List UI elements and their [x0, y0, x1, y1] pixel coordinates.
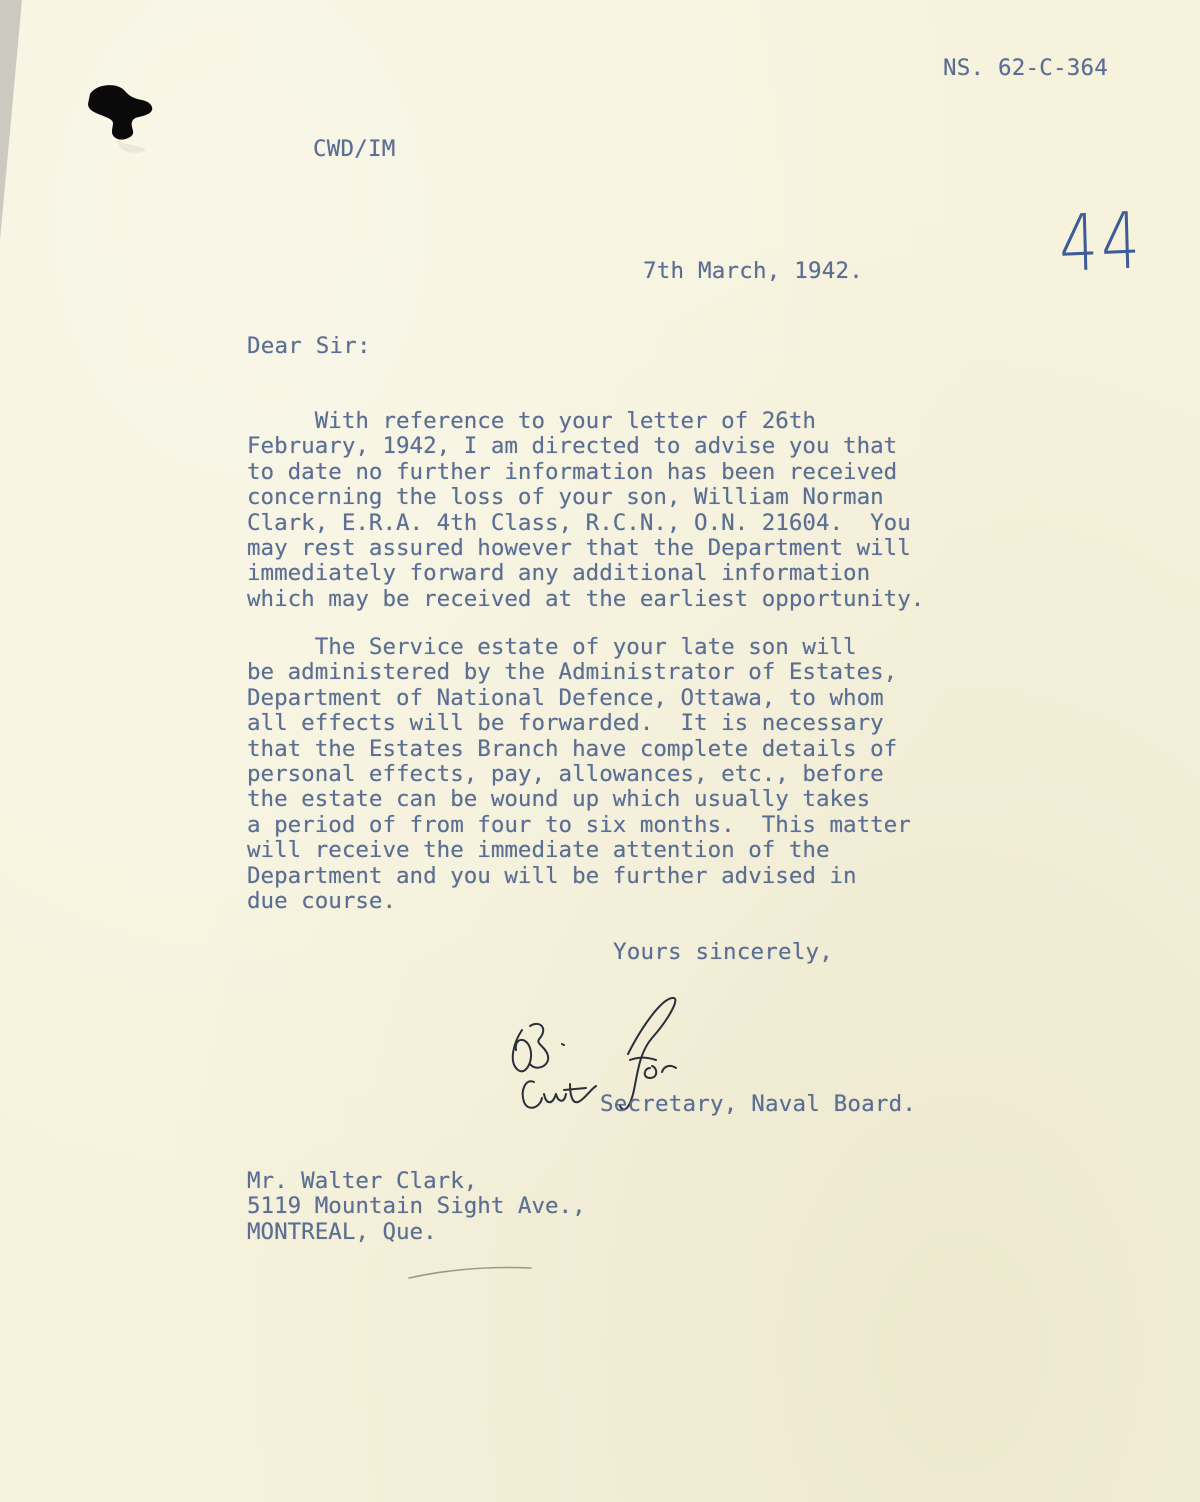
closing: Yours sincerely,: [613, 939, 833, 965]
paragraph-line: will receive the immediate attention of the: [247, 837, 830, 864]
punched-hole-icon: [82, 82, 162, 162]
paragraph-2: [247, 635, 911, 914]
paragraph-line: personal effects, pay, allowances, etc., before: [247, 761, 884, 788]
paragraph-line: Clark, E.R.A. 4th Class, R.C.N., O.N. 21604. You: [247, 509, 911, 536]
paragraph-line: February, 1942, I am directed to advise you that: [247, 433, 898, 460]
paragraph-line: to date no further information has been received: [247, 458, 898, 485]
paragraph-line: be administered by the Administrator of Estates,: [247, 659, 898, 686]
paragraph-line: immediately forward any additional information: [247, 560, 871, 587]
paragraph-1: [247, 409, 924, 612]
salutation: Dear Sir:: [247, 333, 371, 359]
signature-title: Secretary, Naval Board.: [600, 1091, 917, 1117]
paragraph-line: the estate can be wound up which usually takes: [247, 786, 871, 813]
paragraph-line: that the Estates Branch have complete details of: [247, 735, 898, 762]
paragraph-line: due course.: [247, 888, 397, 915]
paragraph-line: which may be received at the earliest opportunity.: [247, 585, 925, 612]
paragraph-line: Department of National Defence, Ottawa, to whom: [247, 684, 884, 711]
paragraph-line: may rest assured however that the Department will: [247, 535, 911, 562]
pencil-stroke-icon: [405, 1262, 535, 1282]
paragraph-line: a period of from four to six months. This matter: [247, 811, 911, 838]
address-line: Mr. Walter Clark,: [247, 1168, 478, 1194]
paragraph-line: all effects will be forwarded. It is necessary: [247, 710, 884, 737]
file-number: NS. 62-C-364: [943, 55, 1108, 81]
folio-number: 44: [1058, 196, 1145, 290]
address-line: 5119 Mountain Sight Ave.,: [247, 1193, 586, 1220]
address-line: MONTREAL, Que.: [247, 1218, 437, 1245]
paragraph-line: The Service estate of your late son will: [247, 634, 857, 660]
paragraph-line: Department and you will be further advised in: [247, 862, 857, 889]
reference-initials: CWD/IM: [313, 136, 396, 162]
paragraph-line: With reference to your letter of 26th: [247, 408, 816, 434]
recipient-address: [247, 1169, 586, 1245]
page-corner-shadow: [0, 0, 22, 240]
paragraph-line: concerning the loss of your son, William Norman: [247, 484, 884, 511]
letter-date: 7th March, 1942.: [643, 258, 863, 284]
